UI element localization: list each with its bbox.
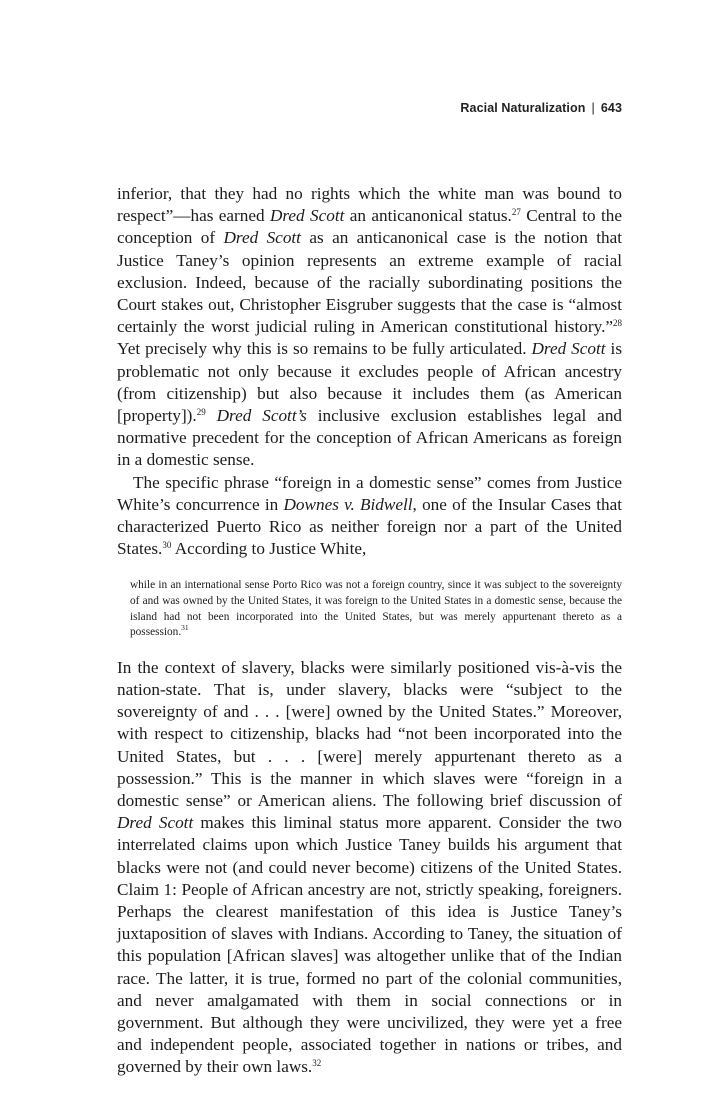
- footnote-ref: 31: [181, 623, 189, 633]
- header-separator: |: [591, 101, 595, 115]
- block-quote: [130, 578, 622, 640]
- text-run: is problematic not only because it excludes people of African ancestry (from citizenship) but also because it includes them (as American [property]).: [117, 339, 623, 426]
- footnote-ref: 27: [511, 207, 521, 218]
- footnote-ref: 32: [312, 1058, 322, 1069]
- case-name: Dred Scott: [117, 813, 194, 833]
- footnote-ref: 29: [196, 407, 206, 418]
- text-run: makes this liminal status more apparent. Consider the two interrelated claims upon which Justice Taney builds his argument that blacks were not (and could never become) citizens of the United States. Claim 1: People of African ancestry are not, strictly speaking, foreigners. Perhaps the clearest manifestation of this idea is Justice Taney’s juxtaposition of slaves with Indians. According to Taney, the situation of this population [African slaves] was altogether unlike that of the Indian race. The latter, it is true, formed no part of the colonial communities, and never amalgamated with them in social connections or in government. But although they were uncivilized, they were yet a free and independent people, associated together in nations or tribes, and governed by their own laws.: [117, 813, 622, 1077]
- text-run: , one of the Insular Cases that characterized Puerto Rico as neither foreign nor a part of the United States.: [117, 494, 623, 559]
- case-name: Downes v. Bidwell: [283, 494, 413, 514]
- text-run: an anticanonical status.: [344, 206, 512, 226]
- paragraph-1: [117, 183, 622, 472]
- text-run: Central to the conception of: [117, 206, 622, 248]
- page-number: 643: [600, 101, 622, 115]
- footnote-ref: 30: [162, 540, 172, 551]
- text-run: Yet precisely why this is so remains to be fully articulated.: [117, 339, 532, 359]
- case-name: Dred Scott: [531, 339, 606, 359]
- case-name: Dred Scott: [223, 228, 301, 248]
- text-run: inclusive exclusion establishes legal and normative precedent for the conception of African Americans as foreign in a domestic sense.: [117, 406, 623, 470]
- text-run: as an anticanonical case is the notion that Justice Taney’s opinion represents an extreme example of racial exclusion. Indeed, because of the racially subordinating positions the Court stakes out, Christopher Eisgruber suggests that the case is “almost certainly the worst judicial ruling in American constitutional history.”: [117, 228, 622, 337]
- text-run: The specific phrase “foreign in a domestic sense” comes from Justice White’s concurrence in: [117, 472, 622, 514]
- case-name: Dred Scott’s: [216, 406, 307, 426]
- case-name: Dred Scott: [269, 206, 345, 226]
- running-title: Racial Naturalization: [460, 101, 586, 115]
- text-run: According to Justice White,: [171, 539, 367, 559]
- text-run: inferior, that they had no rights which the white man was bound to respect”—has earned: [117, 184, 622, 226]
- text-run: In the context of slavery, blacks were similarly positioned vis-à-vis the nation-state. That is, under slavery, blacks were “subject to the sovereignty of and . . . [were] owned by the United States.” Moreover, with respect to citizenship, blacks had “not been incorporated into the United States, but . . . [were] merely appurtenant thereto as a possession.” This is the manner in which slaves were “foreign in a domestic sense” or American aliens. The following brief discussion of: [117, 657, 622, 811]
- paragraph-3: [117, 657, 622, 1079]
- paragraph-2: [117, 472, 622, 561]
- footnote-ref: 28: [613, 318, 622, 329]
- body-text: [117, 183, 622, 1079]
- running-header: [460, 101, 622, 115]
- quote-text: while in an international sense Porto Rico was not a foreign country, since it was subject to the sovereignty of and was owned by the United States, it was foreign to the United States in a domestic sense, because the island had not been incorporated into the United States, but was merely appurtenant thereto as a possession.: [130, 579, 622, 639]
